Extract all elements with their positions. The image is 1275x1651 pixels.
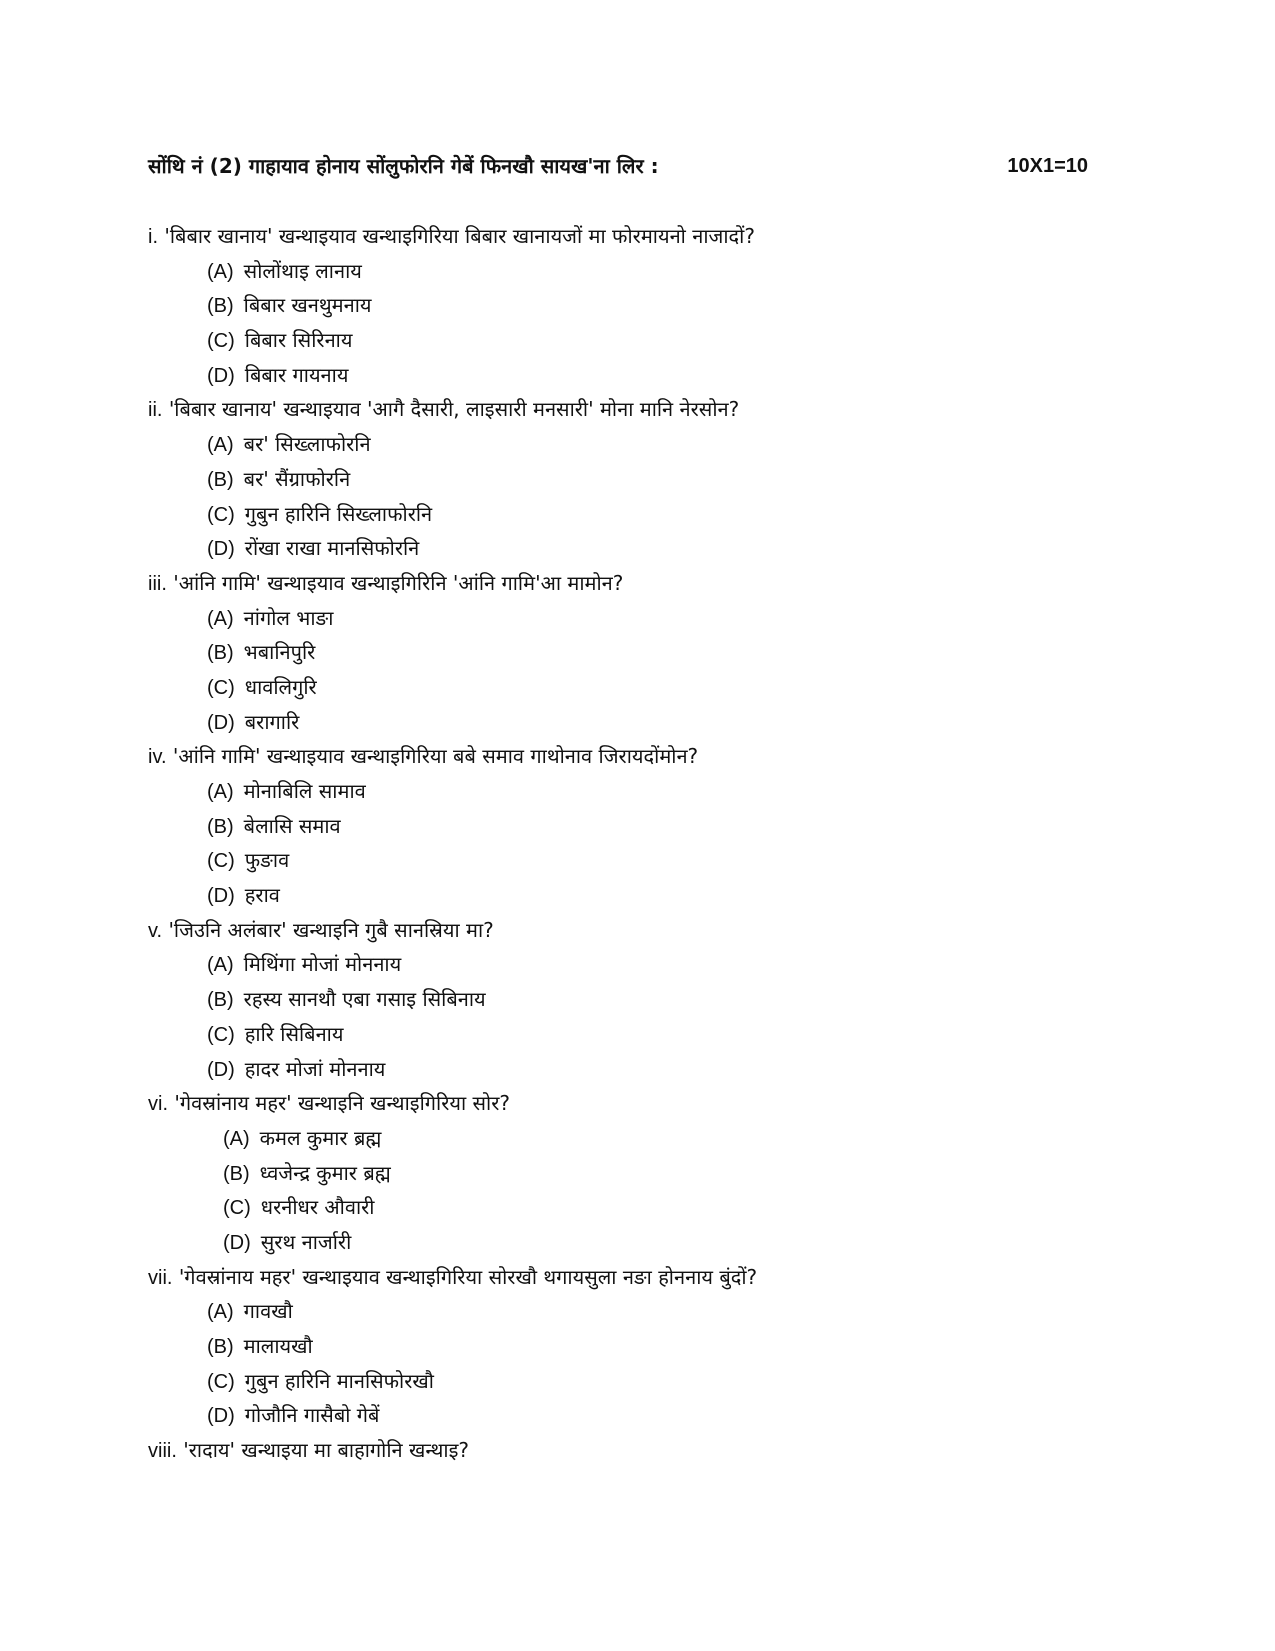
option-text: गोजौनि गासैबो गेबें <box>244 1403 380 1428</box>
question-number: viii. <box>148 1440 177 1463</box>
question-number: vii. <box>148 1266 173 1289</box>
question <box>148 392 1148 427</box>
option-letter: (A) <box>207 954 234 977</box>
option-text: सुरथ नार्जारी <box>260 1229 352 1254</box>
option-text: बिबार सिरिनाय <box>244 328 353 353</box>
option-letter: (A) <box>207 781 234 803</box>
option <box>148 1364 1148 1399</box>
question-text: 'आंनि गामि' खन्थाइयाव खन्थाइगिरिनि 'आंनि गामि'आ मामोन? <box>173 570 624 595</box>
option <box>148 1052 1148 1087</box>
question-text: 'बिबार खानाय' खन्थाइयाव खन्थाइगिरिया बिबार खानायजों मा फोरमायनो नाजादों? <box>164 224 755 248</box>
question-text: 'रादाय' खन्थाइया मा बाहागोनि खन्थाइ? <box>183 1438 470 1463</box>
option-letter: (A) <box>223 1127 250 1150</box>
option <box>148 774 1148 809</box>
option <box>148 601 1148 636</box>
question-list <box>148 219 1148 1468</box>
option-text: कमल कुमार ब्रह्म <box>259 1125 382 1150</box>
option-letter: (D) <box>207 538 235 561</box>
question <box>148 1433 1148 1468</box>
question <box>148 1260 1148 1295</box>
option <box>148 254 1148 289</box>
option <box>148 1121 1148 1156</box>
option-letter: (A) <box>207 1301 234 1324</box>
section-header <box>148 150 1088 184</box>
option-text: हारि सिबिनाय <box>244 1021 344 1046</box>
option-text: बर' सिख्लाफोरनि <box>243 432 371 457</box>
option-text: मिथिंगा मोजां मोननाय <box>243 952 402 977</box>
question-number: v. <box>148 919 163 942</box>
question-number: iii. <box>148 572 167 595</box>
option <box>148 358 1148 393</box>
option <box>148 462 1148 497</box>
option-letter: (B) <box>207 1336 234 1358</box>
option-text: धरनीधर औवारी <box>260 1195 375 1220</box>
option-text: रोंखा राखा मानसिफोरनि <box>244 536 420 561</box>
option-letter: (C) <box>207 330 235 353</box>
option-letter: (B) <box>223 1162 250 1185</box>
option-letter: (D) <box>223 1231 251 1254</box>
option <box>148 427 1148 462</box>
question <box>148 566 1148 601</box>
option-text: बिबार खनथुमनाय <box>243 293 372 318</box>
option <box>148 705 1148 740</box>
option-letter: (D) <box>207 1058 235 1081</box>
option <box>148 843 1148 878</box>
option <box>148 878 1148 913</box>
option-text: हराव <box>244 883 280 908</box>
option-letter: (B) <box>207 989 234 1012</box>
option-text: बिबार गायनाय <box>244 362 349 387</box>
option-letter: (C) <box>207 503 235 526</box>
option-text: गुबुन हारिनि सिख्लाफोरनि <box>244 501 433 526</box>
option-letter: (A) <box>207 607 234 630</box>
question-text: 'बिबार खानाय' खन्थाइयाव 'आगै दैसारी, लाइसारी मनसारी' मोना मानि नेरसोन? <box>168 397 740 422</box>
option <box>148 1329 1148 1364</box>
option-text: मोनाबिलि सामाव <box>243 779 366 803</box>
option-letter: (A) <box>207 260 234 283</box>
question-text: 'आंनि गामि' खन्थाइयाव खन्थाइगिरिया बबे समाव गाथोनाव जिरायदोंमोन? <box>172 744 699 769</box>
option-text: बरागारि <box>244 709 300 734</box>
option <box>148 1190 1148 1225</box>
option-letter: (C) <box>207 1370 235 1393</box>
option-letter: (C) <box>207 1023 235 1046</box>
option-text: रहस्य सानथौ एबा गसाइ सिबिनाय <box>243 987 486 1012</box>
option-letter: (D) <box>207 885 235 908</box>
question-number: vi. <box>148 1093 168 1116</box>
option <box>148 809 1148 844</box>
option <box>148 947 1148 982</box>
option <box>148 497 1148 532</box>
option-text: सोलोंथाइ लानाय <box>243 258 362 283</box>
option-text: मालायखौ <box>243 1334 313 1358</box>
option-letter: (C) <box>207 676 235 699</box>
option <box>148 670 1148 705</box>
option-text: गावखौ <box>243 1299 293 1324</box>
option-letter: (D) <box>207 711 235 734</box>
option-text: फुङाव <box>244 848 290 873</box>
option <box>148 1156 1148 1191</box>
option-letter: (B) <box>207 468 234 491</box>
question-number: i. <box>148 226 158 248</box>
option-letter: (D) <box>207 1405 235 1428</box>
option-text: धावलिगुरि <box>244 674 317 699</box>
question <box>148 739 1148 774</box>
option <box>148 288 1148 323</box>
option <box>148 531 1148 566</box>
option-letter: (D) <box>207 364 235 387</box>
option-text: हादर मोजां मोननाय <box>244 1056 386 1081</box>
option-text: ध्वजेन्द्र कुमार ब्रह्म <box>259 1160 391 1185</box>
question <box>148 219 1148 254</box>
option-letter: (C) <box>223 1197 251 1220</box>
option <box>148 1017 1148 1052</box>
option-text: नांगोल भाङा <box>243 605 334 630</box>
option-text: बर' सैंग्राफोरनि <box>243 466 351 491</box>
option-text: बेलासि समाव <box>243 813 341 838</box>
question-text: 'जिउनि अलंबार' खन्थाइनि गुबै सानस्रिया मा? <box>168 917 494 942</box>
option-letter: (B) <box>207 642 234 665</box>
question <box>148 1086 1148 1121</box>
marks-label: 10X1=10 <box>1007 155 1088 177</box>
option-letter: (B) <box>207 815 234 838</box>
option <box>148 635 1148 670</box>
section-title: सोंथि नं (2) गाहायाव होनाय सोंलुफोरनि गेबें फिनखौ सायख'ना लिर : <box>148 154 659 178</box>
option <box>148 323 1148 358</box>
option <box>148 982 1148 1017</box>
question-number: iv. <box>148 746 167 769</box>
question-text: 'गेवस्रांनाय महर' खन्थाइनि खन्थाइगिरिया सोर? <box>174 1091 511 1116</box>
option-letter: (A) <box>207 434 234 457</box>
question <box>148 913 1148 948</box>
question-text: 'गेवस्रांनाय महर' खन्थाइयाव खन्थाइगिरिया सोरखौ थगायसुला नङा होननाय बुंदों? <box>178 1264 758 1289</box>
option-letter: (B) <box>207 295 234 318</box>
question-number: ii. <box>148 399 163 422</box>
option-text: गुबुन हारिनि मानसिफोरखौ <box>244 1368 434 1393</box>
option <box>148 1398 1148 1433</box>
option <box>148 1225 1148 1260</box>
option-letter: (C) <box>207 850 235 873</box>
option <box>148 1294 1148 1329</box>
option-text: भबानिपुरि <box>243 640 316 665</box>
